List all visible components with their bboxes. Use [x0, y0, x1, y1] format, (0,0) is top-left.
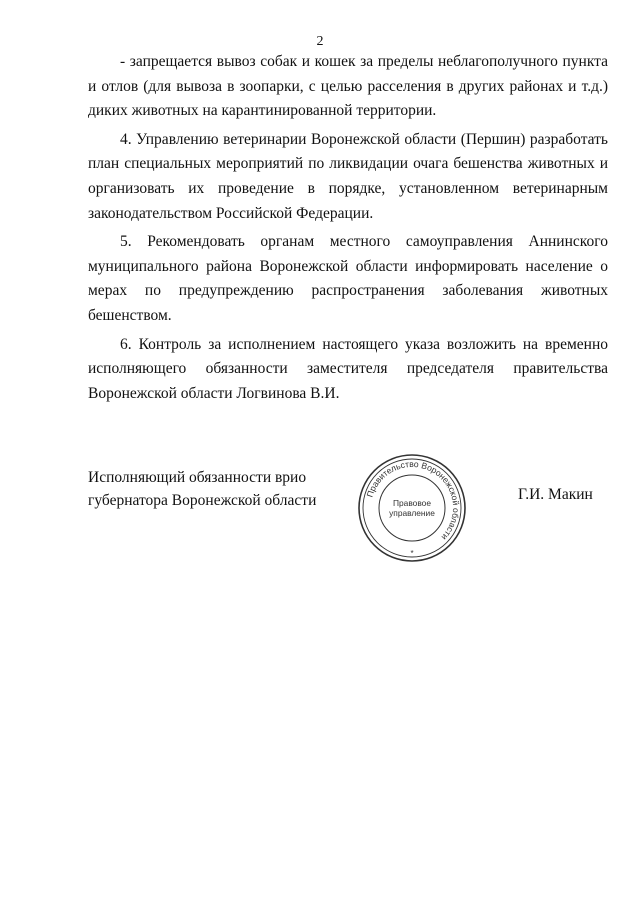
- stamp-center-line-1: Правовое: [392, 498, 432, 508]
- page-number: 2: [316, 34, 324, 49]
- signer-title-line-2: губернатора Воронежской области: [88, 492, 317, 509]
- signer-title: [88, 466, 348, 512]
- signer-title-line-1: Исполняющий обязанности врио: [88, 469, 307, 486]
- signer-name: Г.И. Макин: [518, 486, 593, 503]
- paragraph-prohibition: - запрещается вывоз собак и кошек за пределы неблагополучного пункта и отлов (для вывоза в зоопарки, с целью расселения в других районах и т.д.) диких животных на карантинированной территории.: [88, 53, 608, 120]
- paragraph-item-4: 4. Управлению ветеринарии Воронежской области (Першин) разработать план специальных мероприятий по ликвидации очага бешенства животных и организовать их проведение в порядке, установленном ветеринарным законодательством Российской Федерации.: [88, 130, 608, 222]
- paragraph-item-5: 5. Рекомендовать органам местного самоуправления Аннинского муниципального района Воронежской области информировать население о мерах по предупреждению распространения заболевания животных бешенством.: [88, 233, 608, 324]
- document-body: [88, 50, 608, 410]
- stamp-star-icon: *: [410, 549, 414, 558]
- official-stamp: [356, 452, 468, 564]
- stamp-center-line-2: управление: [389, 508, 435, 518]
- paragraph-item-6: 6. Контроль за исполнением настоящего указа возложить на временно исполняющего обязанности заместителя председателя правительства Воронежской области Логвинова В.И.: [88, 335, 608, 402]
- stamp-ring-text: Правительство Воронежской области: [364, 458, 462, 543]
